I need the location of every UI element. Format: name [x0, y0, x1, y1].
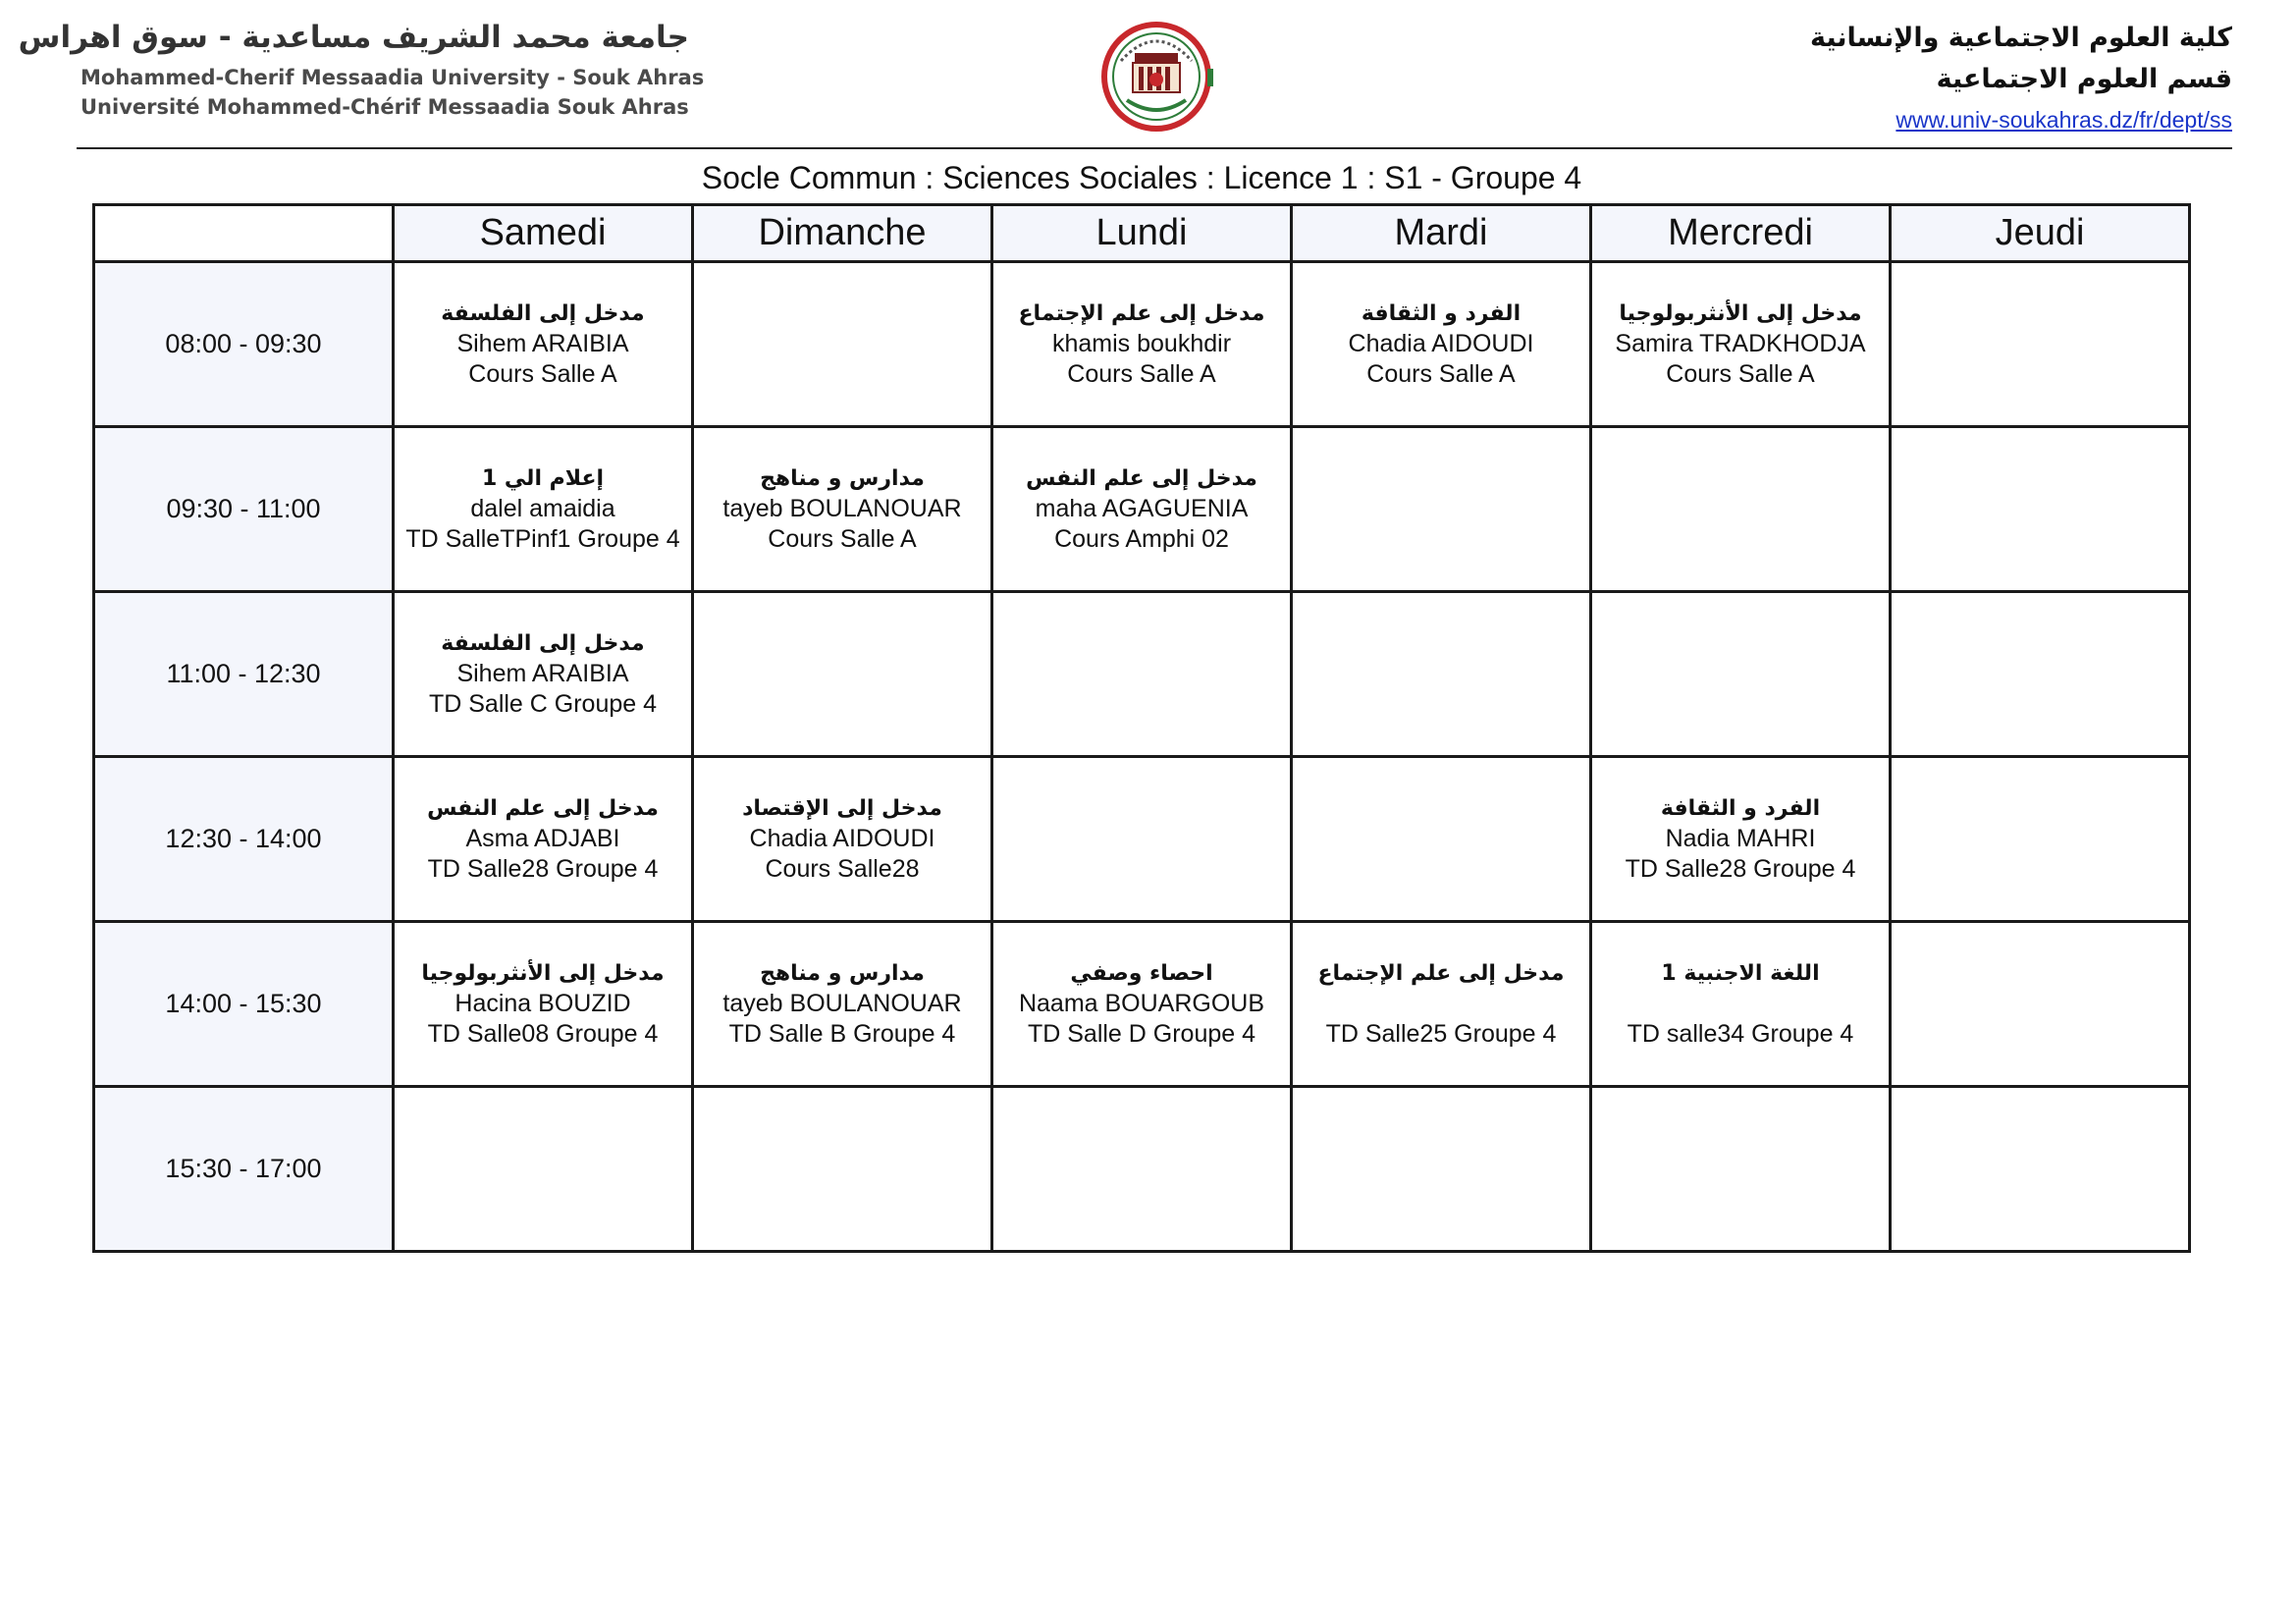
course-room: Cours Salle28	[765, 855, 920, 883]
university-name-english: Mohammed-Cherif Messaadia University - Souk Ahras	[80, 66, 705, 89]
day-header-jeudi: Jeudi	[1891, 205, 2190, 262]
timetable-body	[94, 262, 2190, 1252]
university-name-arabic: جامعة محمد الشريف مساعدية - سوق اهراس	[18, 20, 689, 55]
course-subject: مدخل إلى الأنثربولوجيا	[421, 961, 665, 986]
faculty-name-arabic: كلية العلوم الاجتماعية والإنسانية	[1809, 23, 2232, 53]
course-subject: الفرد و الثقافة	[1361, 301, 1522, 326]
course-cell[interactable]	[992, 922, 1292, 1087]
course-room: TD Salle C Groupe 4	[428, 690, 658, 718]
corner-cell	[94, 205, 394, 262]
course-teacher: Sihem ARAIBIA	[456, 330, 629, 357]
course-subject: مدخل إلى الفلسفة	[441, 631, 645, 656]
day-header-mercredi: Mercredi	[1591, 205, 1891, 262]
course-room: Cours Salle A	[468, 360, 617, 388]
time-slot-label: 11:00 - 12:30	[94, 592, 394, 757]
course-room: TD Salle D Groupe 4	[1027, 1020, 1256, 1048]
course-teacher: Chadia AIDOUDI	[749, 825, 935, 852]
course-cell[interactable]	[992, 262, 1292, 427]
course-cell[interactable]	[394, 922, 693, 1087]
time-slot-row	[94, 1087, 2190, 1252]
empty-cell	[693, 592, 992, 757]
course-teacher: Nadia MAHRI	[1665, 825, 1816, 852]
course-room: TD SalleTPinf1 Groupe 4	[405, 525, 680, 553]
course-teacher: tayeb BOULANOUAR	[722, 990, 962, 1017]
course-cell[interactable]	[394, 427, 693, 592]
course-subject: مدخل إلى علم النفس	[1026, 466, 1257, 491]
course-room: Cours Salle A	[1366, 360, 1516, 388]
course-subject: الفرد و الثقافة	[1660, 796, 1821, 821]
course-cell[interactable]	[693, 427, 992, 592]
header-divider	[77, 147, 2232, 149]
course-room: Cours Salle A	[1067, 360, 1216, 388]
course-cell[interactable]	[1292, 262, 1591, 427]
course-teacher: Naama BOUARGOUB	[1018, 990, 1265, 1017]
empty-cell	[1891, 592, 2190, 757]
empty-cell	[1292, 427, 1591, 592]
time-slot-label: 12:30 - 14:00	[94, 757, 394, 922]
empty-cell	[1292, 592, 1591, 757]
course-subject: اللغة الاجنبية 1	[1661, 961, 1820, 986]
time-slot-row	[94, 592, 2190, 757]
university-name-french: Université Mohammed-Chérif Messaadia Souk Ahras	[80, 95, 689, 119]
course-room: Cours Amphi 02	[1054, 525, 1229, 553]
course-subject: مدخل إلى علم الإجتماع	[1317, 961, 1565, 986]
course-cell[interactable]	[693, 757, 992, 922]
course-cell[interactable]	[1591, 922, 1891, 1087]
course-cell[interactable]	[693, 922, 992, 1087]
university-seal-icon	[1097, 18, 1225, 134]
empty-cell	[1591, 1087, 1891, 1252]
day-header-lundi: Lundi	[992, 205, 1292, 262]
course-room: TD salle34 Groupe 4	[1627, 1020, 1854, 1048]
course-subject: مدخل إلى الإقتصاد	[742, 796, 942, 821]
course-teacher	[1592, 989, 1889, 1019]
course-teacher: tayeb BOULANOUAR	[722, 495, 962, 522]
course-subject: مدخل إلى علم النفس	[427, 796, 659, 821]
timetable-title: Socle Commun : Sciences Sociales : Licence 1 : S1 - Groupe 4	[701, 160, 1582, 195]
course-room: TD Salle B Groupe 4	[728, 1020, 956, 1048]
course-room: Cours Salle A	[1666, 360, 1815, 388]
department-name-arabic: قسم العلوم الاجتماعية	[1936, 64, 2232, 94]
course-subject: مدخل إلى علم الإجتماع	[1018, 301, 1265, 326]
time-slot-label: 15:30 - 17:00	[94, 1087, 394, 1252]
time-slot-row	[94, 757, 2190, 922]
day-header-samedi: Samedi	[394, 205, 693, 262]
course-teacher: khamis boukhdir	[1051, 330, 1232, 357]
course-cell[interactable]	[992, 427, 1292, 592]
course-subject: مدخل إلى الأنثربولوجيا	[1619, 301, 1862, 326]
course-room: TD Salle08 Groupe 4	[427, 1020, 659, 1048]
course-subject: احصاء وصفي	[1070, 961, 1213, 986]
course-subject: مدارس و مناهج	[760, 466, 925, 491]
empty-cell	[1891, 427, 2190, 592]
course-room: TD Salle28 Groupe 4	[1625, 855, 1856, 883]
page-header	[18, 18, 2232, 147]
course-cell[interactable]	[394, 262, 693, 427]
course-teacher	[1293, 989, 1589, 1019]
course-teacher: Samira TRADKHODJA	[1615, 330, 1866, 357]
department-website-link[interactable]: www.univ-soukahras.dz/fr/dept/ss	[1896, 107, 2232, 133]
course-room: TD Salle25 Groupe 4	[1325, 1020, 1557, 1048]
course-teacher: Chadia AIDOUDI	[1348, 330, 1534, 357]
empty-cell	[1891, 757, 2190, 922]
time-slot-row	[94, 262, 2190, 427]
course-room: Cours Salle A	[768, 525, 917, 553]
time-slot-label: 09:30 - 11:00	[94, 427, 394, 592]
course-subject: مدارس و مناهج	[760, 961, 925, 986]
course-subject: إعلام الي 1	[481, 466, 605, 491]
empty-cell	[1891, 1087, 2190, 1252]
course-teacher: Sihem ARAIBIA	[456, 660, 629, 687]
university-block	[18, 18, 705, 122]
faculty-block	[1643, 18, 2232, 139]
empty-cell	[1891, 922, 2190, 1087]
empty-cell	[1292, 1087, 1591, 1252]
day-header-dimanche: Dimanche	[693, 205, 992, 262]
course-cell[interactable]	[394, 592, 693, 757]
time-slot-row	[94, 922, 2190, 1087]
time-slot-label: 08:00 - 09:30	[94, 262, 394, 427]
course-teacher: dalel amaidia	[470, 495, 615, 522]
empty-cell	[394, 1087, 693, 1252]
empty-cell	[1292, 757, 1591, 922]
empty-cell	[693, 262, 992, 427]
empty-cell	[1591, 427, 1891, 592]
empty-cell	[1591, 592, 1891, 757]
empty-cell	[693, 1087, 992, 1252]
course-subject: مدخل إلى الفلسفة	[441, 301, 645, 326]
empty-cell	[992, 592, 1292, 757]
timetable	[92, 203, 2191, 1253]
course-teacher: maha AGAGUENIA	[1035, 495, 1249, 522]
course-cell[interactable]	[394, 757, 693, 922]
empty-cell	[992, 757, 1292, 922]
course-teacher: Asma ADJABI	[465, 825, 620, 852]
day-header-row	[94, 205, 2190, 262]
course-cell[interactable]	[1591, 757, 1891, 922]
course-cell[interactable]	[1292, 922, 1591, 1087]
course-teacher: Hacina BOUZID	[454, 990, 631, 1017]
day-header-mardi: Mardi	[1292, 205, 1591, 262]
time-slot-row	[94, 427, 2190, 592]
time-slot-label: 14:00 - 15:30	[94, 922, 394, 1087]
course-cell[interactable]	[1591, 262, 1891, 427]
empty-cell	[1891, 262, 2190, 427]
empty-cell	[992, 1087, 1292, 1252]
course-room: TD Salle28 Groupe 4	[427, 855, 659, 883]
